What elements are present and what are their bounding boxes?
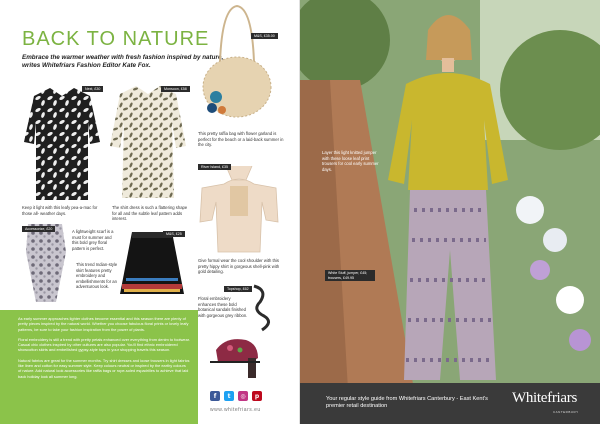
caption-bag: This pretty raffia bag with flower garland is perfect for the beach or a laid-back summer in the city.: [198, 131, 284, 148]
caption-top: Give formal wear the cool shoulder with this pretty hippy shirt in gorgeous shell-pink with gold detailing.: [198, 258, 280, 275]
skirt-image: [116, 228, 188, 300]
shoulder-top-image: [196, 162, 282, 254]
product-skirt: [116, 228, 188, 300]
price-tag: Next, £30: [82, 86, 103, 92]
website-link[interactable]: www.whitefriars.eu: [210, 407, 261, 413]
right-page: [300, 0, 600, 424]
page-title: BACK TO NATURE: [22, 28, 210, 50]
price-tag: White Stuff, jumper, £45; trousers, £49.95: [325, 270, 375, 281]
caption-shirt-dress: The shirt dress is such a flattering shape for all and the subtle leaf pattern adds interest.: [112, 205, 188, 222]
price-tag: Monsoon, £58: [161, 86, 190, 92]
paragraph: As early summer approaches lighter clothes become essential and this season there are plenty of pretty pieces inspired by the natural world. Whether you choose fabulous floral prints or lovely leafy patterns, be sure to take your fashion inspiration from the power of plants.: [18, 316, 189, 332]
scarf-image: [22, 222, 68, 304]
price-tag: River Island, £35: [198, 164, 231, 170]
product-scarf: [22, 222, 68, 304]
jacket-image: [22, 82, 102, 204]
product-shirt-dress: [108, 82, 188, 202]
whitefriars-logo: Whitefriars: [512, 390, 577, 406]
caption-model-text: [322, 150, 382, 172]
standfirst: Embrace the warmer weather with fresh fashion inspired by nature, writes Whitefriars Fashion Editor Kate Fox.: [22, 54, 224, 70]
sandals-image: [196, 278, 288, 382]
shirt-dress-image: [108, 82, 188, 202]
model-photo: [300, 0, 600, 424]
paragraph: Floral embroidery is still a trend with pretty petals enhanced over everything from denim to footwear. Casual chic clothes inspired by other cultures are also popular. You'll find ethnic embroidered showcotton skirts and embellished gypsy-style tops in your shopping travels this season.: [18, 336, 190, 353]
social-icons: [210, 391, 262, 401]
price-tag: Topshop, £62: [224, 286, 252, 292]
product-raffia-bag: [198, 2, 276, 127]
logo-subtitle: CANTERBURY: [553, 410, 579, 414]
price-tag: Accessorize, £20: [22, 226, 55, 232]
footer-text: Your regular style guide from Whitefriars Canterbury - East Kent's premier retail destination: [326, 396, 488, 409]
price-tag: M&S, £25: [163, 231, 185, 237]
product-dark-leaf-jacket: [22, 82, 102, 204]
caption-jacket: Keep it light with this leafy pea-a-mac for those all- weather days.: [22, 205, 98, 216]
product-shoulder-top: [196, 162, 282, 254]
price-tag: M&S, £35.00: [251, 33, 278, 39]
instagram-icon[interactable]: ◎: [238, 391, 248, 401]
paragraph: Natural fabrics are great for the summer months. Try shirt dresses and loose trousers in light fabrics like linen and cotton for easy summer style. Keep colours neutral or inspired by the earthy colours of nature. Add natural look accessories like raffia bags or rope-soled espadrilles to achieve that laid back holiday look all summer long.: [18, 357, 190, 379]
caption-model-body: Layer this light knitted jumper with these loose leaf print trousers for cool early summer days.: [322, 150, 379, 172]
raffia-bag-image: [198, 2, 276, 127]
caption-skirt: This trend Indian-style skirt features pretty embroidery and embellishments for an adventurous look.: [76, 262, 118, 290]
twitter-icon[interactable]: t: [224, 391, 234, 401]
facebook-icon[interactable]: f: [210, 391, 220, 401]
caption-sandals: Floral embroidery enhances these bold botanical sandals finished with gorgeous grey ribbon.: [198, 296, 248, 318]
caption-scarf: A lightweight scarf is a must for summer and this bold grey floral pattern is perfect.: [72, 229, 114, 251]
pinterest-icon[interactable]: p: [252, 391, 262, 401]
product-sandals: [196, 278, 288, 382]
article-text-box: [0, 310, 198, 424]
